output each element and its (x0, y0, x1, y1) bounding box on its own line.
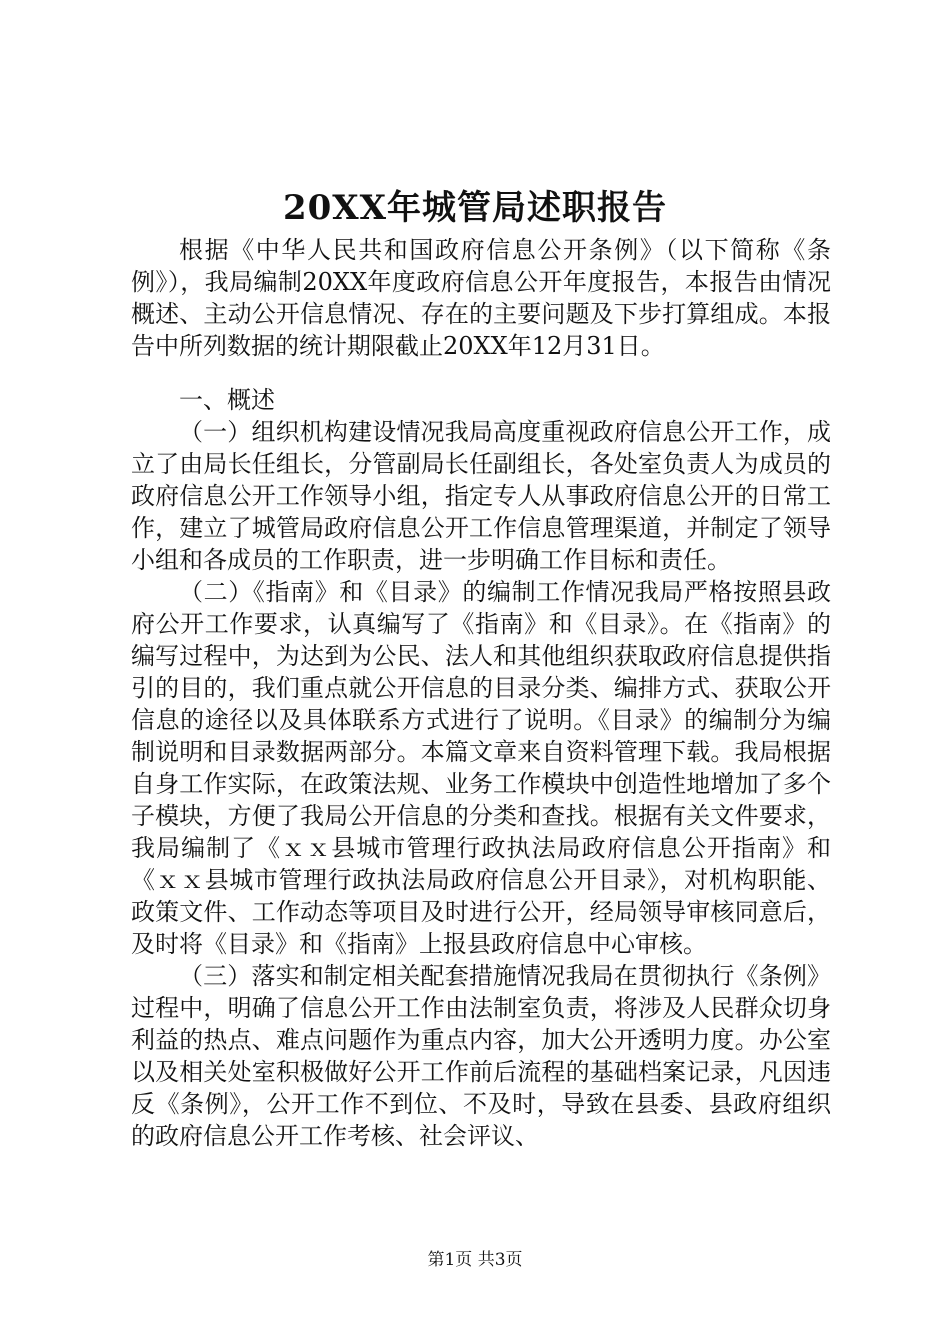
document-body (131, 234, 831, 1152)
paragraph-measures: （三）落实和制定相关配套措施情况我局在贯彻执行《条例》过程中，明确了信息公开工作由法制室负责，将涉及人民群众切身利益的热点、难点问题作为重点内容，加大公开透明力度。办公室以及相关处室积极做好公开工作前后流程的基础档案记录，凡因违反《条例》，公开工作不到位、不及时，导致在县委、县政府组织的政府信息公开工作考核、社会评议、 (131, 962, 831, 1150)
paragraph-guide-catalog: （二）《指南》和《目录》的编制工作情况我局严格按照县政府公开工作要求，认真编写了《指南》和《目录》。在《指南》的编写过程中，为达到为公民、法人和其他组织获取政府信息提供指引的目的，我们重点就公开信息的目录分类、编排方式、获取公开信息的途径以及具体联系方式进行了说明。《目录》的编制分为编制说明和目录数据两部分。本篇文章来自资料管理下载。我局根据自身工作实际，在政策法规、业务工作模块中创造性地增加了多个子模块，方便了我局公开信息的分类和查找。根据有关文件要求，我局编制了《ｘｘ县城市管理行政执法局政府信息公开指南》和《ｘｘ县城市管理行政执法局政府信息公开目录》，对机构职能、政策文件、工作动态等项目及时进行公开，经局领导审核同意后，及时将《目录》和《指南》上报县政府信息中心审核。 (131, 578, 831, 958)
paragraph-organization: （一）组织机构建设情况我局高度重视政府信息公开工作，成立了由局长任组长，分管副局长任副组长，各处室负责人为成员的政府信息公开工作领导小组，指定专人从事政府信息公开的日常工作，建立了城管局政府信息公开工作信息管理渠道，并制定了领导小组和各成员的工作职责，进一步明确工作目标和责任。 (131, 418, 831, 574)
section-heading-overview: 一、概述 (179, 386, 275, 414)
document-title: 20XX年城管局述职报告 (282, 188, 668, 228)
intro-paragraph: 根据《中华人民共和国政府信息公开条例》（以下简称《条例》），我局编制20XX年度政府信息公开年度报告，本报告由情况概述、主动公开信息情况、存在的主要问题及下步打算组成。本报告中所列数据的统计期限截止20XX年12月31日。 (131, 236, 831, 360)
page-footer: 第1页 共3页 (427, 1250, 523, 1270)
